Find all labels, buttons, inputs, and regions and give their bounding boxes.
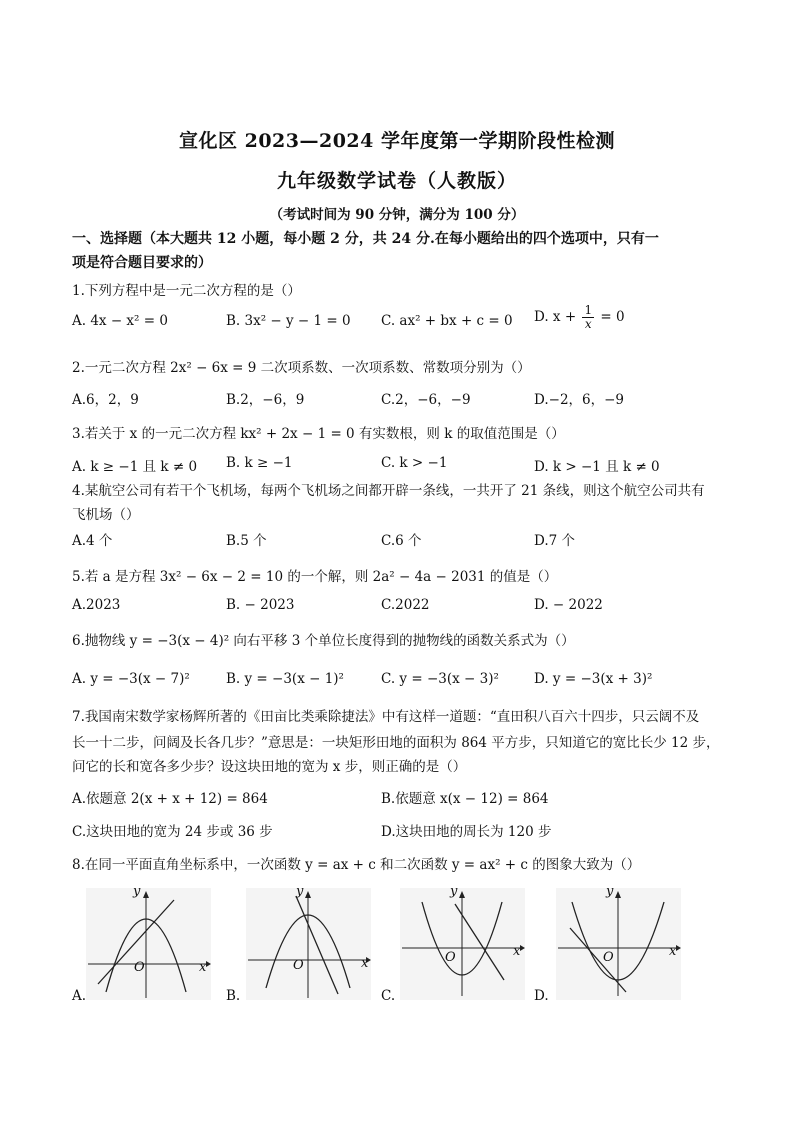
q7-stem-line2: 长一十二步，问阔及长各几步？”意思是：一块矩形田地的面积为 864 平方步，只知道它的宽比长少 12 步， <box>72 735 720 751</box>
q5-option-d: D. − 2022 <box>534 597 603 613</box>
q7-stem-line1: 7.我国南宋数学家杨辉所著的《田亩比类乘除捷法》中有这样一道题：“直田积八百六十四步，只云阔不及 <box>72 709 700 725</box>
graph-background <box>86 888 211 1000</box>
q8-graph-a <box>86 884 211 1000</box>
q6-option-d: D. y = −3(x + 3)² <box>534 671 653 687</box>
q1-option-a: A. 4x − x² = 0 <box>72 313 168 329</box>
q6-option-a: A. y = −3(x − 7)² <box>72 671 190 687</box>
graph-c-svg <box>400 888 525 1000</box>
y-axis-label: y <box>606 884 614 899</box>
q7-option-d: D.这块田地的周长为 120 步 <box>381 824 552 840</box>
q2-option-c: C.2，−6，−9 <box>381 392 471 408</box>
fraction <box>582 304 594 331</box>
q5-option-c: C.2022 <box>381 597 430 613</box>
q4-option-a: A.4 个 <box>72 533 113 549</box>
q1-option-d <box>534 304 625 331</box>
q2-option-d: D.−2，6，−9 <box>534 392 625 408</box>
q1-option-c: C. ax² + bx + c = 0 <box>381 313 513 329</box>
graph-a-svg <box>86 888 211 1000</box>
y-axis-label: y <box>133 884 141 899</box>
q3-option-a: A. k ≥ −1 且 k ≠ 0 <box>72 459 198 475</box>
fraction-denominator: x <box>584 317 592 331</box>
exam-note: （考试时间为 90 分钟，满分为 100 分） <box>269 207 525 223</box>
q1-option-b: B. 3x² − y − 1 = 0 <box>226 313 351 329</box>
q8-graph-b <box>246 884 371 1000</box>
fraction-numerator: 1 <box>584 303 593 317</box>
y-axis-label: y <box>450 884 458 899</box>
q2-stem: 2.一元二次方程 2x² − 6x = 9 二次项系数、一次项系数、常数项分别为（） <box>72 360 531 376</box>
x-axis-label: x <box>669 944 677 959</box>
q1-stem: 1.下列方程中是一元二次方程的是（） <box>72 283 301 299</box>
exam-subtitle: 九年级数学试卷（人教版） <box>276 170 517 192</box>
section1-heading-line2: 项是符合题目要求的） <box>72 255 212 271</box>
q4-stem-line1: 4.某航空公司有若干个飞机场，每两个飞机场之间都开辟一条线，一共开了 21 条线，则这个航空公司共有 <box>72 483 705 499</box>
section1-heading-line1: 一、选择题（本大题共 12 小题，每小题 2 分，共 24 分.在每小题给出的四个选项中，只有一 <box>72 231 659 247</box>
q8-option-a: A. <box>72 988 87 1004</box>
q8-option-b: B. <box>226 988 241 1004</box>
q3-stem: 3.若关于 x 的一元二次方程 kx² + 2x − 1 = 0 有实数根，则 k 的取值范围是（） <box>72 426 565 442</box>
q6-stem: 6.抛物线 y = −3(x − 4)² 向右平移 3 个单位长度得到的抛物线的函数关系式为（） <box>72 633 575 649</box>
origin-label: O <box>603 950 614 965</box>
x-axis-label: x <box>199 960 207 975</box>
q3-option-d: D. k > −1 且 k ≠ 0 <box>534 459 660 475</box>
x-axis-label: x <box>513 944 521 959</box>
q2-option-a: A.6，2，9 <box>72 392 139 408</box>
graph-b-svg <box>246 888 371 1000</box>
q8-option-c: C. <box>381 988 396 1004</box>
origin-label: O <box>293 958 304 973</box>
origin-label: O <box>134 960 145 975</box>
q8-stem: 8.在同一平面直角坐标系中，一次函数 y = ax + c 和二次函数 y = ax² + c 的图象大致为（） <box>72 857 641 873</box>
y-axis-label: y <box>296 884 304 899</box>
q1-option-d-suffix: = 0 <box>600 309 625 325</box>
q3-option-b: B. k ≥ −1 <box>226 455 293 471</box>
q4-stem-line2: 飞机场（） <box>72 507 140 523</box>
origin-label: O <box>445 950 456 965</box>
q4-option-c: C.6 个 <box>381 533 422 549</box>
q7-option-c: C.这块田地的宽为 24 步或 36 步 <box>72 824 273 840</box>
q5-option-a: A.2023 <box>72 597 121 613</box>
q3-option-c: C. k > −1 <box>381 455 448 471</box>
q7-option-b: B.依题意 x(x − 12) = 864 <box>381 791 549 807</box>
graph-d-svg <box>556 888 681 1000</box>
x-axis-label: x <box>361 956 369 971</box>
q4-option-d: D.7 个 <box>534 533 576 549</box>
q8-graph-d <box>556 884 681 1000</box>
exam-title: 宣化区 2023—2024 学年度第一学期阶段性检测 <box>179 130 615 152</box>
q8-graph-c <box>400 884 525 1000</box>
q8-option-d: D. <box>534 988 549 1004</box>
q6-option-c: C. y = −3(x − 3)² <box>381 671 499 687</box>
q2-option-b: B.2，−6，9 <box>226 392 305 408</box>
q4-option-b: B.5 个 <box>226 533 267 549</box>
q5-option-b: B. − 2023 <box>226 597 295 613</box>
q7-stem-line3: 问它的长和宽各多少步？设这块田地的宽为 x 步，则正确的是（） <box>72 759 467 775</box>
q6-option-b: B. y = −3(x − 1)² <box>226 671 344 687</box>
q1-option-d-prefix: D. x + <box>534 309 577 325</box>
q7-option-a: A.依题意 2(x + x + 12) = 864 <box>72 791 268 807</box>
q5-stem: 5.若 a 是方程 3x² − 6x − 2 = 10 的一个解，则 2a² − 4a − 2031 的值是（） <box>72 569 558 585</box>
